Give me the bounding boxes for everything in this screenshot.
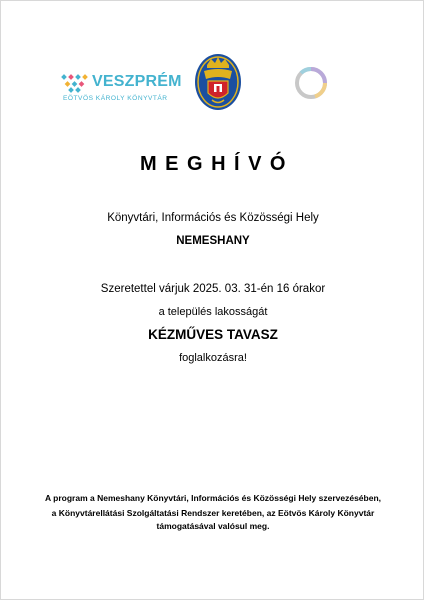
- host-line: Könyvtári, Információs és Közösségi Hely: [107, 212, 319, 224]
- logo-row: [1, 51, 424, 111]
- invitation-title: MEGHÍVÓ: [140, 153, 294, 175]
- audience-line: a település lakosságát: [158, 306, 268, 318]
- footer-line-1: A program a Nemeshany Könyvtári, Információs és Közösségi Hely szervezésében,: [44, 493, 382, 503]
- city-crest-icon: [194, 53, 242, 111]
- event-suffix: foglalkozásra!: [179, 352, 247, 364]
- date-line: Szeretettel várjuk 2025. 03. 31-én 16 órakor: [100, 283, 326, 295]
- footer-line-2: a Könyvtárellátási Szolgáltatási Rendszer keretében, az Eötvös Károly Könyvtár: [51, 508, 375, 518]
- diamond-pattern-icon: [59, 73, 89, 93]
- veszprem-library-logo: [59, 73, 182, 107]
- veszprem-logo-subtitle: EÖTVÖS KÁROLY KÖNYVTÁR: [63, 95, 168, 102]
- circular-ring-logo-icon: [293, 65, 329, 101]
- place-name: NEMESHANY: [176, 235, 250, 247]
- veszprem-logo-title: VESZPRÉM: [92, 73, 182, 90]
- footer-line-3: támogatásával valósul meg.: [156, 521, 270, 531]
- event-name: KÉZMŰVES TAVASZ: [148, 327, 278, 342]
